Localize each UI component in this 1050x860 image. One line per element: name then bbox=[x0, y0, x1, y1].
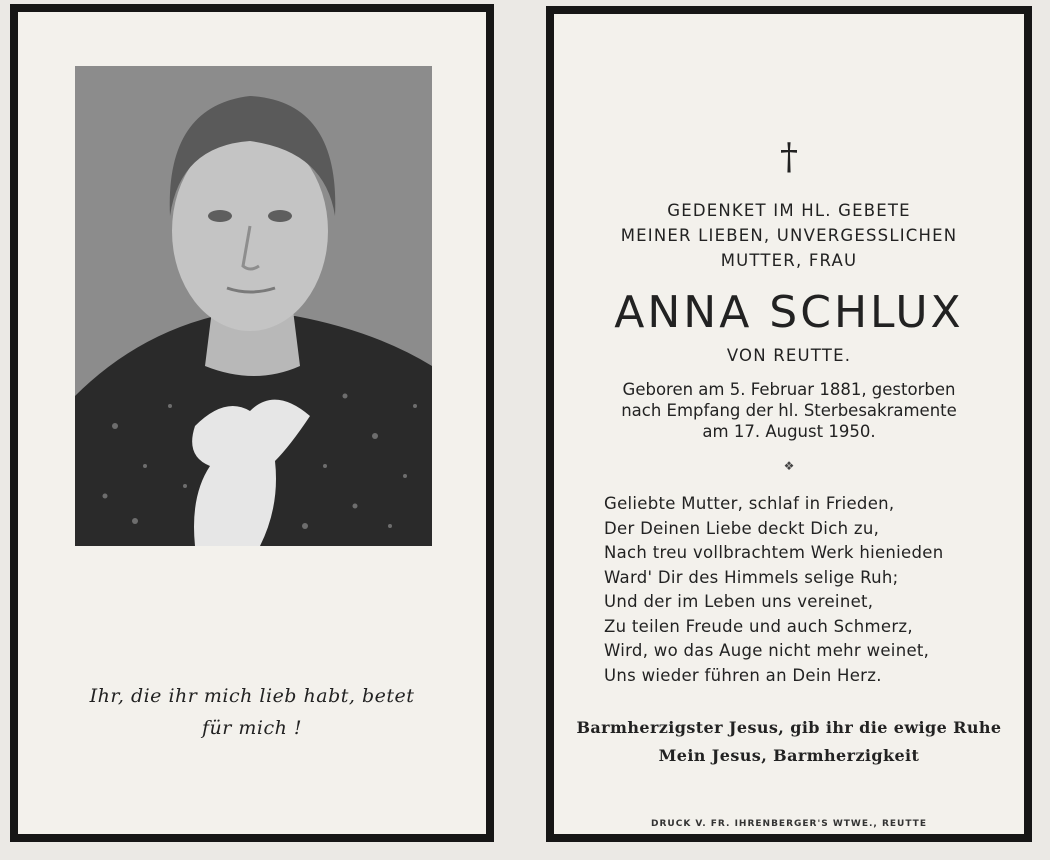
dates-text bbox=[554, 379, 1024, 442]
final-prayer-line: Barmherzigster Jesus, gib ihr die ewige Ruhe bbox=[576, 718, 1002, 737]
deceased-name: ANNA SCHLUX bbox=[614, 287, 964, 338]
origin-text: VON REUTTE. bbox=[726, 346, 852, 365]
intro-line: MEINER LIEBEN, UNVERGESSLICHEN bbox=[620, 226, 958, 245]
date-line: Geboren am 5. Februar 1881, gestorben bbox=[622, 380, 956, 399]
poem-line: Ward' Dir des Himmels selige Ruh; bbox=[604, 567, 899, 587]
intro-line: MUTTER, FRAU bbox=[720, 251, 858, 270]
intro-line: GEDENKET IM HL. GEBETE bbox=[667, 201, 911, 220]
poem-line: Geliebte Mutter, schlaf in Frieden, bbox=[604, 494, 895, 513]
poem-line: Nach treu vollbrachtem Werk hienieden bbox=[604, 543, 944, 562]
final-prayer bbox=[554, 714, 1024, 770]
left-card bbox=[10, 4, 494, 842]
right-card bbox=[546, 6, 1032, 842]
date-line: nach Empfang der hl. Sterbesakramente bbox=[621, 401, 957, 420]
date-line: am 17. August 1950. bbox=[702, 422, 876, 441]
poem-line: Wird, wo das Auge nicht mehr weinet, bbox=[604, 641, 930, 660]
left-prayer-text bbox=[18, 680, 486, 744]
poem-line: Der Deinen Liebe deckt Dich zu, bbox=[604, 518, 880, 538]
poem bbox=[604, 492, 944, 688]
poem-line: Zu teilen Freude und auch Schmerz, bbox=[604, 616, 913, 636]
left-prayer-line: Ihr, die ihr mich lieb habt, betet bbox=[89, 685, 415, 707]
portrait-photo bbox=[75, 66, 432, 546]
left-prayer-line: für mich ! bbox=[201, 717, 303, 739]
poem-line: Uns wieder führen an Dein Herz. bbox=[604, 665, 882, 685]
portrait-illustration bbox=[75, 66, 432, 546]
intro-text bbox=[554, 198, 1024, 273]
final-prayer-line: Mein Jesus, Barmherzigkeit bbox=[658, 746, 920, 765]
poem-line: Und der im Leben uns vereinet, bbox=[604, 592, 874, 611]
printer-credit: DRUCK V. FR. IHRENBERGER'S WTWE., REUTTE bbox=[651, 819, 927, 829]
cross-icon: † bbox=[780, 137, 798, 178]
ornament-icon: ❖ bbox=[783, 459, 795, 473]
